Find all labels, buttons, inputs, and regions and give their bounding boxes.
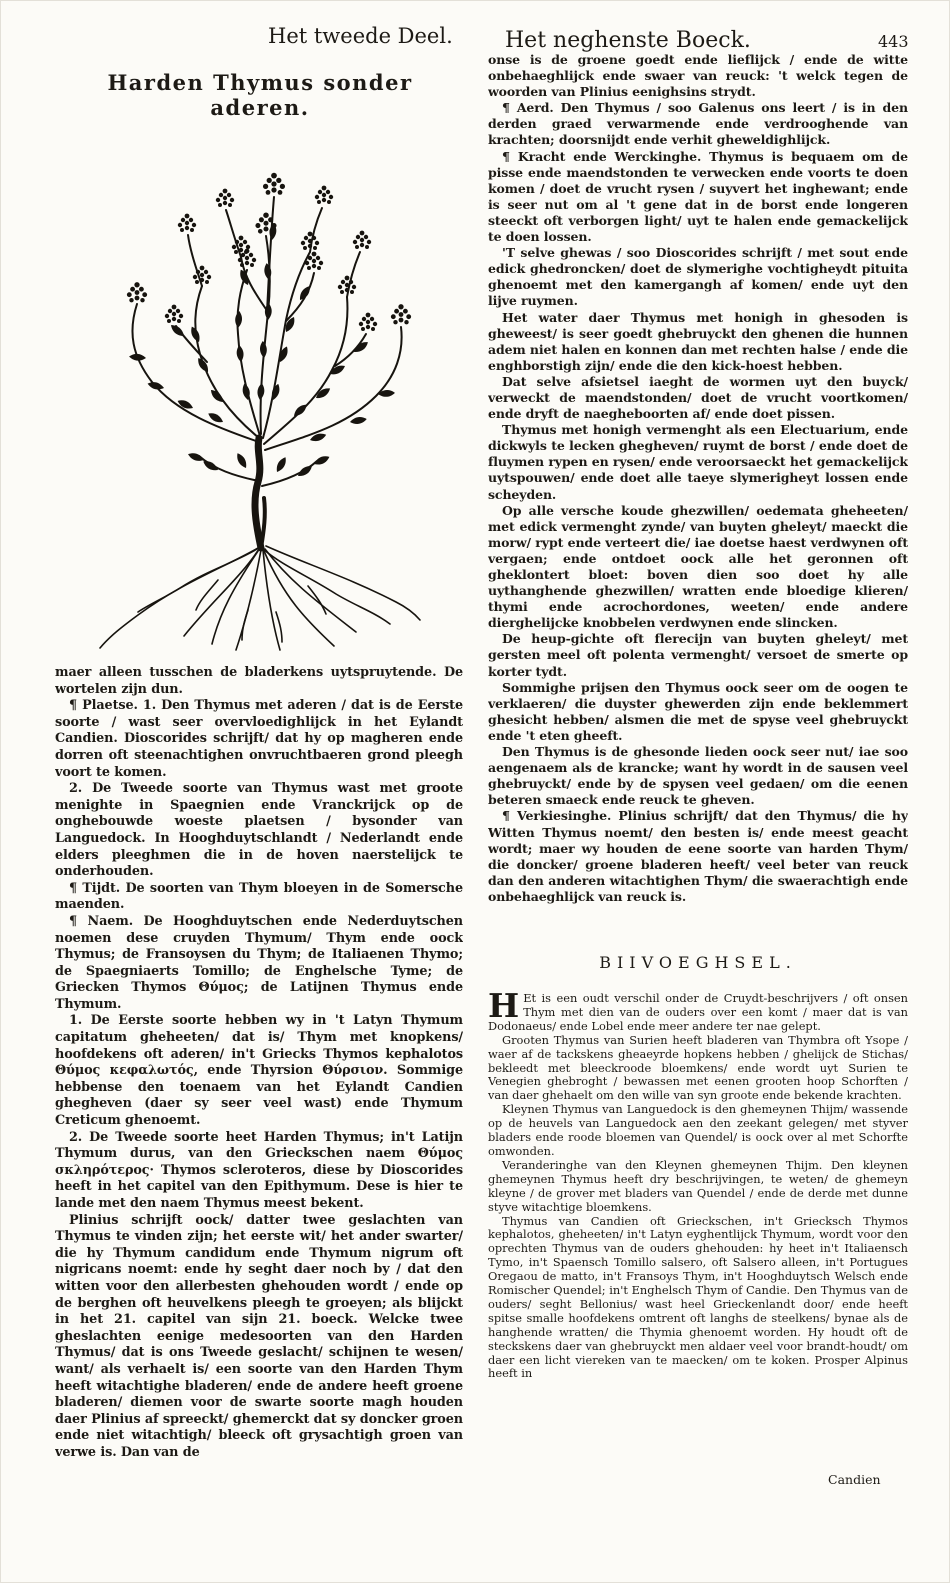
paragraph: Dat selve afsietsel iaeght de wormen uyt den buyck/ verweckt de maendstonden/ doet de vrucht voortkomen/ ende dryft de naegheboorten af/ ende doet pissen.: [488, 373, 908, 422]
paragraph: Den Thymus is de ghesonde lieden oock seer nut/ iae soo aengenaem als de krancke; want hy wordt in de sausen veel ghebruyckt/ ende by de spysen veel gedaen/ om die eenen beteren smaeck ende reuck te gheven.: [488, 744, 908, 808]
paragraph: Kleynen Thymus van Languedock is den ghemeynen Thijm/ wassende op de heuvels van Languedock aen den zeekant gelegen/ met styver bladers ende roode bloemen van Quendel/ is oock over al met Schorfte omwonden.: [488, 1102, 908, 1158]
paragraph: Veranderinghe van den Kleynen ghemeynen Thijm. Den kleynen ghemeynen Thymus heeft dry beschrijvingen, te weten/ de ghemeyn kleyne / de grover met bladers van Quendel / ende de derde met dunne styve witachtige bloemkens.: [488, 1157, 908, 1214]
dropcap-initial: H: [488, 992, 520, 1025]
supplement-first-text: Et is een oudt verschil onder de Cruydt-beschrijvers / oft onsen Thym met dien van de ouders over een komt / maer dat is van Dodonaeus/ ende Lobel ende meer andere ter nae gelept.: [488, 992, 908, 1033]
paragraph: onse is de groene goedt ende lieflijck / ende de witte onbehaeghlijck ende swaer van reuck: 't welck tegen de woorden van Plinius eenighsins strydt.: [488, 52, 908, 100]
paragraph: Sommighe prijsen den Thymus oock seer om de oogen te verklaeren/ die duyster ghewerden zijn ende beklemmert ghesicht hebben/ alsmen die met de spyse veel ghebruyckt ende 't eten gheeft.: [488, 679, 908, 743]
paragraph: maer alleen tusschen de bladerkens uytspruytende. De wortelen zijn dun.: [55, 665, 463, 697]
paragraph: Het water daer Thymus met honigh in ghesoden is gheweest/ is seer goedt ghebruyckt den ghenen die hunnen adem niet halen en konnen dan met rechten halse / ende die enghborstigh zijn/ ende die den kick-hoest hebben.: [488, 309, 908, 373]
woodcut-caption: Harden Thymus sonder aderen.: [107, 70, 413, 120]
paragraph: 1. De Eerste soorte hebben wy in 't Latyn Thymum capitatum gheheeten/ dat is/ Thym met knopkens/ hoofdekens oft aderen/ in't Griecks Thymos kephalotos Θύμος κεφαλωτός, ende Thyrsion Θύρσιον. Sommige hebbense den toenaem van het Eylandt Candien ghegheven (daer sy seer veel wast) ende Thymum Creticum ghenoemt.: [55, 1013, 463, 1129]
paragraph: ¶ Aerd. Den Thymus / soo Galenus ons leert / is in den derden graed verwarmende ende verdrooghende van krachten; doorsnijdt ende verhit gheweldighlijck.: [488, 100, 908, 148]
running-head-left: Het tweede Deel.: [268, 24, 453, 48]
paragraph: 2. De Tweede soorte heet Harden Thymus; in't Latijn Thymum durus, van den Grieckschen naem Θύμος σκληρότερος· Thymos scleroteros, diese by Dioscorides heeft in het capitel van den Epithymum. Dese is hier te lande met den naem Thymus meest bekent.: [55, 1129, 463, 1211]
page-number: 443: [878, 32, 909, 51]
paragraph: [488, 992, 908, 1034]
right-column-supplement: [488, 992, 908, 1381]
running-head-right: Het neghenste Boeck.: [505, 28, 751, 53]
paragraph: Plinius schrijft oock/ datter twee geslachten van Thymus te vinden zijn; het eerste wit/ het ander swarter/ die hy Thymum candidum ende Thymum nigrum oft nigricans noemt: ende hy seght daer noch by / dat den witten voor den allerbesten ghehouden wordt / ende op de berghen oft heuvelkens pleegh te groeyen; als blijckt in het 21. capitel van sijn 21. boeck. Welcke twee gheslachten eenige medesoorten van den Harden Thymus/ dat is ons Tweede geslacht/ schijnen te wesen/ want/ als verhaelt is/ een soorte van den Harden Thym heeft witachtighe bladeren/ ende de andere heeft groene bladeren/ diemen voor de swarte soorte magh houden daer Plinius af spreeckt/ ghemerckt dat sy doncker groen ende niet witachtigh/ bleeck oft grysachtigh groen van verwe is. Dan van de: [55, 1212, 463, 1460]
left-column: [55, 665, 463, 1462]
paragraph: De heup-gichte oft flerecijn van buyten gheleyt/ met gersten meel oft polenta vermenght/ versoet de smerte op korter tydt.: [488, 631, 908, 679]
right-column-main: [488, 52, 908, 905]
paragraph: 2. De Tweede soorte van Thymus wast met groote menighte in Spaegnien ende Vranckrijck op de onghebouwde woeste plaetsen / bysonder van Languedock. In Hooghduytschlandt / Nederlandt ende elders pleeghmen die in de hoven naerstelijck te onderhouden.: [55, 781, 463, 880]
supplement-heading: BIIVOEGHSEL.: [599, 953, 797, 972]
paragraph: ¶ Verkiesinghe. Plinius schrijft/ dat den Thymus/ die hy Witten Thymus noemt/ den besten is/ ende meest geacht wordt; maer wy houden de eene soorte van harden Thym/ die doncker/ groene bladeren heeft/ veel beter van reuck dan den anderen witachtighen Thym/ die swaerachtigh ende onbehaeghlijck van reuck is.: [488, 808, 908, 904]
catchword: Candien: [828, 1472, 881, 1487]
paragraph: Grooten Thymus van Surien heeft bladeren van Thymbra oft Ysope / waer af de tackskens gheaeyrde hopkens hebben / ghelijck de Stichas/ bekleedt met bleeckroode bloemkens/ ende wordt uyt Surien te Venegien ghebroght / bewassen met eenen grooten hoop Schorften / van daer ghehaelt om den wille van syn groote ende bekende krachten.: [488, 1032, 908, 1103]
thyme-woodcut-illustration: [58, 100, 462, 660]
paragraph: ¶ Plaetse. 1. Den Thymus met aderen / dat is de Eerste soorte / wast seer overvloedighlijck in het Eylandt Candien. Dioscorides schrijft/ dat hy op magheren ende dorren oft steenachtighen onvruchtbaeren grond pleegh voort te komen.: [55, 698, 463, 780]
paragraph: Op alle versche koude ghezwillen/ oedemata gheheeten/ met edick vermenght zynde/ van buyten gheleyt/ maeckt die morw/ rypt ende verteert die/ iae doetse haest verdwynen oft vergaen; ende ontdoet oock alle het geronnen oft gheklontert bloet: boven dien soo doet hy alle uythanghende ghezwillen/ wratten ende bloedige klieren/ thymi ende acrochordones, weeten/ ende andere dierghelijcke knobbelen verdwynen ende slincken.: [488, 502, 908, 631]
paragraph: ¶ Kracht ende Werckinghe. Thymus is bequaem om de pisse ende maendstonden te verwecken ende voorts te doen komen / doet de vrucht rysen / suyvert het inghewant; ende is seer nut om al 't gene dat in de borst ende longeren steeckt oft verborgen light/ uyt te halen ende gemackelijck te doen lossen.: [488, 148, 908, 245]
paragraph: Thymus van Candien oft Grieckschen, in't Griecksch Thymos kephalotos, gheheeten/ in't Latyn eyghentlijck Thymum, wordt voor den oprechten Thymus van de ouders ghehouden: hy heet in't Italiaensch Tymo, in't Spaensch Tomillo salsero, oft Salsero alleen, in't Portugues Oregaou de matto, in't Fransoys Thym, in't Hooghduytsch Welsch ende Romischer Quendel; in't Enghelsch Thym of Candie. Den Thymus van de ouders/ seght Bellonius/ wast heel Grieckenlandt door/ ende heeft spitse smalle hoofdekens omtrent oft langhs de steelkens/ bynae als de hanghende wratten/ die Thymia ghenoemt worden. Hy houdt oft de steckskens daer van ghebruyckt men aldaer veel voor brandt-houdt/ om daer een licht viereken van te maecken/ om te koken. Prosper Alpinus heeft in: [488, 1213, 908, 1381]
paragraph: Thymus met honigh vermenght als een Electuarium, ende dickwyls te lecken ghegheven/ ruymt de borst / ende doet de fluymen rypen en rysen/ ende veroorsaeckt het gemackelijck uytspouwen/ ende doet alle taeye slymerigheyt lossen ende scheyden.: [488, 422, 908, 502]
paragraph: ¶ Tijdt. De soorten van Thym bloeyen in de Somersche maenden.: [55, 880, 463, 913]
thyme-woodcut-figure: [58, 100, 462, 660]
paragraph: 'T selve ghewas / soo Dioscorides schrijft / met sout ende edick ghedroncken/ doet de slymerighe vochtigheydt pituita ghenoemt met den kamergangh af komen/ ende uyt den lijve ruymen.: [488, 245, 908, 309]
paragraph: ¶ Naem. De Hooghduytschen ende Nederduytschen noemen dese cruyden Thymum/ Thym ende oock Thymus; de Fransoysen du Thym; de Italiaenen Thymo; de Spaegniaerts Tomillo; de Enghelsche Tyme; de Griecken Thymos Θύμος; de Latijnen Thymus ende Thymum.: [55, 913, 463, 1012]
